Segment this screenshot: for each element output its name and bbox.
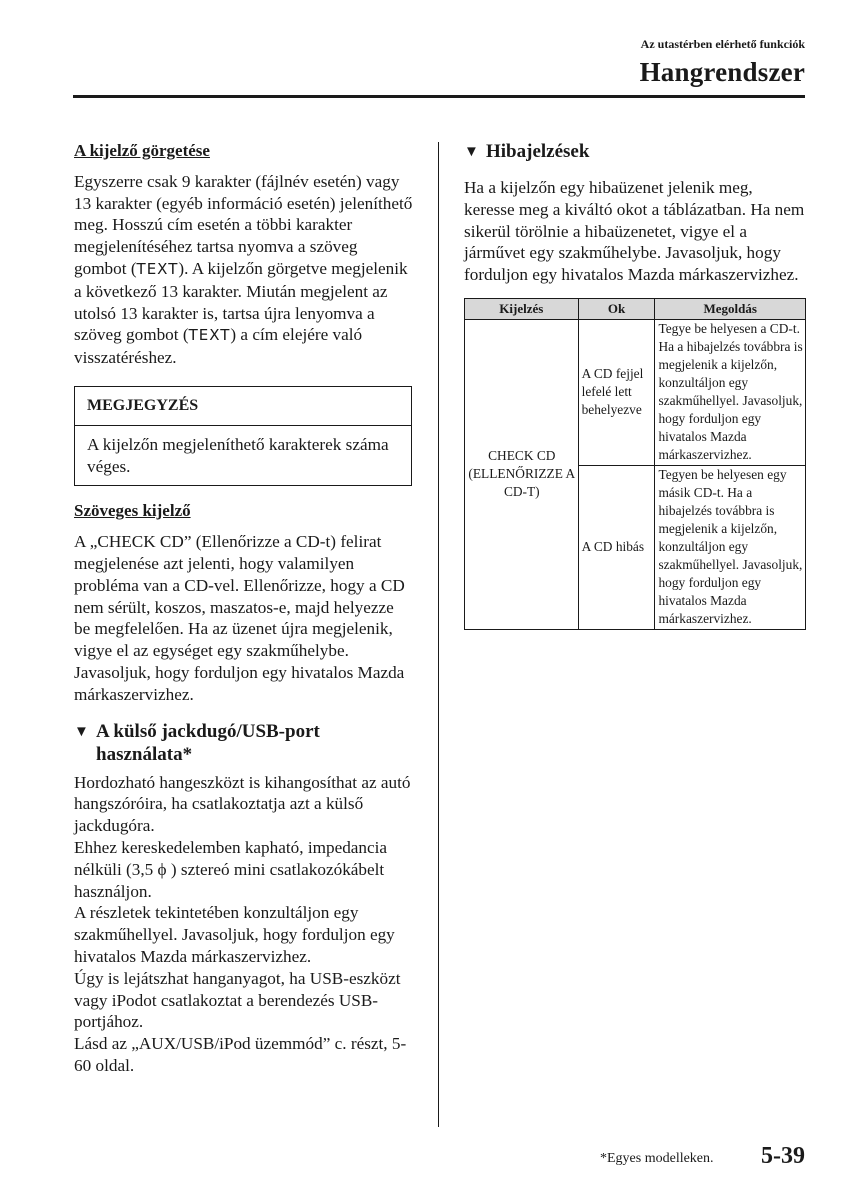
section-label: Az utastérben elérhető funkciók — [640, 37, 805, 51]
scroll-heading: A kijelző görgetése — [74, 141, 210, 160]
jack-paragraph-3: A részletek tekintetében konzultáljon egy szakműhellyel. Javasoljuk, hogy forduljon egy hivatalos Mazda márkaszervizhez. — [74, 903, 395, 966]
cause-cell: A CD hibás — [578, 465, 655, 629]
footnote: *Egyes modelleken. — [600, 1151, 714, 1166]
scroll-text-a: Egyszerre csak 9 karakter (fájlnév esetén) vagy 13 karakter (egyéb információ esetén) jeleníthető meg. Hosszú cím esetén a többi karakter megjelenítéséhez tartsa nyomva a szöveg gombot ( — [74, 171, 413, 278]
triangle-down-icon: ▼ — [74, 723, 89, 740]
cause-cell: A CD fejjel lefelé lett behelyezve — [578, 319, 655, 465]
scroll-text-b: ). A kijelzőn görgetve megjelenik a következő 13 karakter. Miután megjelent az utolsó 13 karakter is, tartsa újra lenyomva a szöveg gombot ( — [74, 258, 408, 345]
jack-usb-heading — [74, 720, 414, 766]
header-rule — [73, 95, 805, 98]
column-header: Megoldás — [655, 298, 806, 319]
left-column — [74, 140, 414, 1077]
note-box — [74, 386, 412, 486]
note-body: A kijelzőn megjeleníthető karakterek száma véges. — [87, 434, 389, 476]
note-title: MEGJEGYZÉS — [75, 387, 411, 426]
errors-intro: Ha a kijelzőn egy hibaüzenet jelenik meg, keresse meg a kiváltó okot a táblázatban. Ha nem sikerül törölnie a hibaüzenetet, vigye el a járművet egy szakműhelybe. Javasoljuk, hogy forduljon egy hivatalos Mazda márkaszervizhez. — [464, 178, 805, 285]
text-display-paragraph: A „CHECK CD” (Ellenőrizze a CD-t) felirat megjelenése azt jelenti, hogy valamilyen probléma van a CD-vel. Ellenőrizze, hogy a CD nem sérült, koszos, maszatos-e, majd helyezze be megfelelően. Ha az üzenet újra megjelenik, vigye el az egységet egy szakműhelybe. Javasoljuk, hogy forduljon egy hivatalos Mazda márkaszervizhez. — [74, 532, 405, 704]
text-button-label: TEXT — [136, 259, 179, 278]
table-row — [465, 319, 806, 465]
text-display-heading: Szöveges kijelző — [74, 501, 191, 521]
column-divider — [438, 142, 439, 1127]
scroll-paragraph — [74, 171, 414, 369]
column-header: Kijelzés — [465, 298, 579, 319]
scroll-text-c: ) a cím elejére való visszatéréshez. — [74, 325, 363, 368]
jack-paragraph-4: Úgy is lejátszhat hanganyagot, ha USB-eszközt vagy iPodot csatlakoztat a berendezés USB-portjához. — [74, 968, 401, 1032]
errors-heading — [464, 140, 806, 164]
jack-paragraph-2: Ehhez kereskedelemben kapható, impedancia nélküli (3,5 ϕ ) sztereó mini csatlakozókábelt használjon. — [74, 837, 388, 901]
solution-cell: Tegye be helyesen a CD-t. Ha a hibajelzés továbbra is megjelenik a kijelzőn, konzultáljon egy szakműhellyel. Javasoljuk, hogy forduljon egy hivatalos Mazda márkaszervizhez. — [655, 319, 806, 465]
right-column — [464, 140, 806, 630]
error-table — [464, 298, 806, 630]
column-header: Ok — [578, 298, 655, 319]
text-button-label: TEXT — [188, 326, 231, 345]
jack-paragraph-5: Lásd az „AUX/USB/iPod üzemmód” c. részt, 5-60 oldal. — [74, 1034, 407, 1075]
page-number: 5-39 — [761, 1143, 805, 1169]
jack-usb-heading-text: A külső jackdugó/USB-port használata* — [96, 720, 320, 765]
jack-paragraph-1: Hordozható hangeszközt is kihangosíthat az autó hangszóróira, ha csatlakoztatja azt a külső jackdugóra. — [74, 772, 411, 836]
chapter-title: Hangrendszer — [639, 57, 805, 87]
errors-heading-text: Hibajelzések — [486, 141, 590, 162]
display-cell: CHECK CD (ELLENŐRIZZE A CD-T) — [465, 319, 579, 629]
triangle-down-icon: ▼ — [464, 144, 479, 160]
table-header-row — [465, 298, 806, 319]
solution-cell: Tegyen be helyesen egy másik CD-t. Ha a hibajelzés továbbra is megjelenik a kijelzőn, konzultáljon egy szakműhellyel. Javasoljuk, hogy forduljon egy hivatalos Mazda márkaszervizhez. — [655, 465, 806, 629]
